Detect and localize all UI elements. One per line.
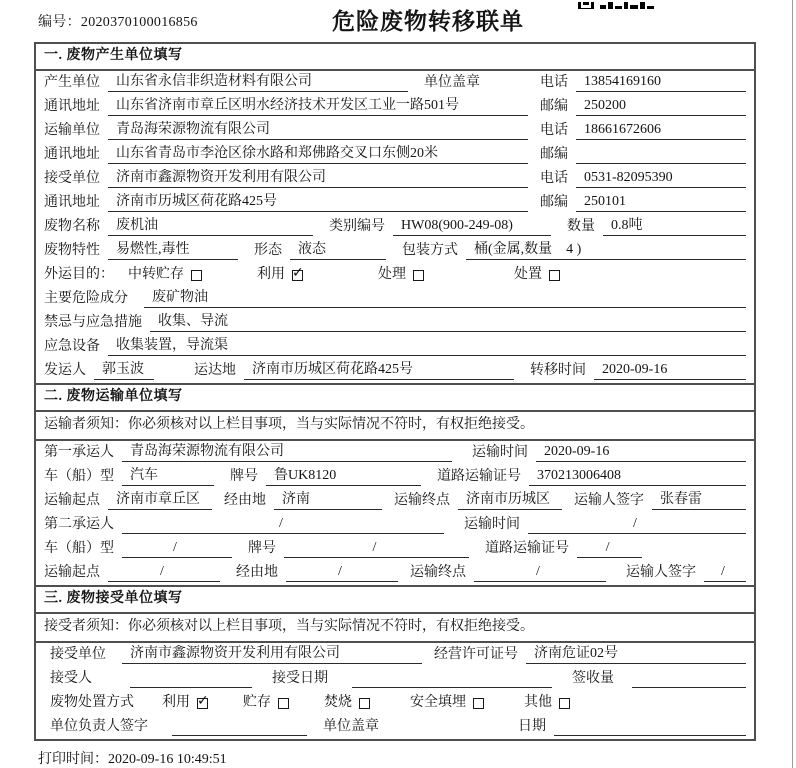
carrier-value: 青岛海荣源物流有限公司: [122, 443, 452, 462]
carrier-sign-label: 运输人签字: [574, 493, 644, 508]
checkbox-icon: [413, 270, 424, 281]
end-value: 济南市历城区: [458, 491, 562, 510]
received-qty-value: [632, 669, 746, 688]
zip-value: 250101: [576, 193, 746, 212]
row-first-carrier: [36, 441, 754, 465]
checkbox-icon: [292, 270, 303, 281]
vehicle-type-value: /: [122, 539, 232, 558]
hazard-label: 主要危险成分: [44, 291, 128, 306]
row-waste-name: [36, 215, 754, 239]
origin-value: /: [108, 563, 220, 582]
address-value: 山东省济南市章丘区明水经济技术开发区工业一路501号: [108, 97, 528, 116]
via-value: /: [286, 563, 398, 582]
accepting-unit-value: 济南市鑫源物资开发利用有限公司: [122, 645, 422, 664]
print-time-value: 2020-09-16 10:49:51: [108, 752, 227, 767]
transporter-value: 青岛海荣源物流有限公司: [108, 121, 528, 140]
row-precautions: [36, 311, 754, 335]
form-value: 液态: [290, 241, 386, 260]
section3-notice: 接受者须知：你必须核对以上栏目事项，当与实际情况不符时，有权拒绝接受。: [36, 614, 754, 643]
row-producer-address: [36, 95, 754, 119]
zip-label: 邮编: [540, 99, 568, 114]
accepting-unit-label: 接受单位: [50, 647, 106, 662]
phone-label: 电话: [540, 123, 568, 138]
waste-name-value: 废机油: [108, 217, 313, 236]
row-waste-characteristics: [36, 239, 754, 263]
disposal-option-other: [524, 694, 570, 712]
waste-name-label: 废物名称: [44, 219, 100, 234]
destination-label: 运达地: [194, 363, 236, 378]
via-value: 济南: [274, 491, 382, 510]
checkbox-icon: [197, 698, 208, 709]
via-label: 经由地: [236, 565, 278, 580]
document-number-value: 2020370100016856: [80, 15, 198, 30]
phone-value: 13854169160: [576, 73, 746, 92]
origin-value: 济南市章丘区: [108, 491, 212, 510]
end-value: /: [474, 563, 606, 582]
checkbox-icon: [473, 698, 484, 709]
row-accepting-unit: [36, 643, 754, 667]
carrier-label: 第一承运人: [44, 445, 114, 460]
purpose-option-utilize: [257, 266, 303, 284]
row-second-carrier: [36, 513, 754, 537]
producer-value: 山东省永信非织造材料有限公司: [108, 73, 408, 92]
transfer-form-table: [34, 42, 756, 741]
address-label: 通讯地址: [44, 195, 100, 210]
vehicle-type-label: 车（船）型: [44, 541, 114, 556]
carrier-value: /: [122, 515, 444, 534]
carrier-label: 第二承运人: [44, 517, 114, 532]
transporter-label: 运输单位: [44, 123, 100, 138]
transport-time-value: 2020-09-16: [536, 443, 746, 462]
equipment-value: 收集装置，导流渠: [108, 337, 746, 356]
transfer-time-label: 转移时间: [530, 363, 586, 378]
checkbox-label: 焚烧: [324, 695, 352, 710]
vehicle-type-label: 车（船）型: [44, 469, 114, 484]
checkbox-icon: [191, 270, 202, 281]
origin-label: 运输起点: [44, 565, 100, 580]
destination-value: 济南市历城区荷花路425号: [244, 361, 514, 380]
producer-label: 产生单位: [44, 75, 100, 90]
plate-value: 鲁UK8120: [266, 467, 421, 486]
purpose-label: 外运目的：: [44, 267, 114, 282]
disposal-option-storage: [243, 694, 289, 712]
shipper-value: 郭玉波: [94, 361, 154, 380]
disposal-option-incinerate: [324, 694, 370, 712]
phone-label: 电话: [540, 171, 568, 186]
hazard-value: 废矿物油: [144, 289, 746, 308]
zip-value: [576, 145, 746, 164]
origin-label: 运输起点: [44, 493, 100, 508]
document-header: [0, 0, 796, 42]
zip-label: 邮编: [540, 147, 568, 162]
disposal-label: 废物处置方式: [50, 695, 134, 710]
unit-seal-label: 单位盖章: [424, 75, 480, 90]
category-value: HW08(900-249-08): [393, 217, 551, 236]
carrier-sign-label: 运输人签字: [626, 565, 696, 580]
plate-value: /: [284, 539, 469, 558]
zip-value: 250200: [576, 97, 746, 116]
road-license-label: 道路运输证号: [485, 541, 569, 556]
document-number-label: 编号：: [38, 15, 81, 30]
row-disposal-method: [36, 691, 754, 715]
section2-header: 二. 废物运输单位填写: [36, 383, 754, 412]
address-value: 山东省青岛市李沧区徐水路和郑佛路交叉口东侧20米: [108, 145, 528, 164]
end-label: 运输终点: [410, 565, 466, 580]
received-qty-label: 签收量: [572, 671, 614, 686]
unit-seal-label: 单位盖章: [323, 719, 379, 734]
via-label: 经由地: [224, 493, 266, 508]
characteristics-value: 易燃性,毒性: [108, 241, 238, 260]
plate-label: 牌号: [248, 541, 276, 556]
road-license-value: 370213006408: [529, 467, 746, 486]
purpose-option-treat: [378, 266, 424, 284]
row-transporter-address: [36, 143, 754, 167]
phone-value: 0531-82095390: [576, 169, 746, 188]
checkbox-icon: [278, 698, 289, 709]
checkbox-icon: [549, 270, 560, 281]
row-emergency-equipment: [36, 335, 754, 359]
carrier-sign-value: /: [704, 563, 746, 582]
checkbox-label: 贮存: [243, 695, 271, 710]
row-receiver-address: [36, 191, 754, 215]
equipment-label: 应急设备: [44, 339, 100, 354]
acceptor-value: [130, 669, 252, 688]
transport-time-label: 运输时间: [472, 445, 528, 460]
qr-code-icon: [578, 0, 654, 9]
page-edge-divider: [792, 0, 793, 768]
permit-label: 经营许可证号: [434, 647, 518, 662]
row-receiver: [36, 167, 754, 191]
quantity-value: 0.8吨: [603, 217, 746, 236]
row-route-2: [36, 561, 754, 585]
row-responsible-signature: [36, 715, 754, 739]
accept-date-value: [352, 669, 552, 688]
row-acceptor: [36, 667, 754, 691]
checkbox-label: 处置: [514, 267, 542, 282]
plate-label: 牌号: [230, 469, 258, 484]
form-label: 形态: [254, 243, 282, 258]
receiver-value: 济南市鑫源物资开发利用有限公司: [108, 169, 528, 188]
quantity-label: 数量: [567, 219, 595, 234]
packaging-value: 桶(金属,数量 4 ): [466, 241, 746, 260]
transport-time-label: 运输时间: [464, 517, 520, 532]
zip-label: 邮编: [540, 195, 568, 210]
checkbox-label: 处理: [378, 267, 406, 282]
row-vehicle-2: [36, 537, 754, 561]
row-transporter: [36, 119, 754, 143]
phone-value: 18661672606: [576, 121, 746, 140]
checkbox-label: 安全填埋: [410, 695, 466, 710]
checkbox-label: 中转贮存: [128, 267, 184, 282]
row-vehicle-1: [36, 465, 754, 489]
row-purpose: [36, 263, 754, 287]
checkbox-label: 利用: [257, 267, 285, 282]
category-label: 类别编号: [329, 219, 385, 234]
precautions-value: 收集、导流: [150, 313, 746, 332]
address-label: 通讯地址: [44, 147, 100, 162]
checkbox-icon: [359, 698, 370, 709]
carrier-sign-value: 张春雷: [652, 491, 746, 510]
phone-label: 电话: [540, 75, 568, 90]
end-label: 运输终点: [394, 493, 450, 508]
accept-date-label: 接受日期: [272, 671, 328, 686]
acceptor-label: 接受人: [50, 671, 92, 686]
section3-header: 三. 废物接受单位填写: [36, 585, 754, 614]
purpose-option-transfer-storage: [128, 266, 202, 284]
characteristics-label: 废物特性: [44, 243, 100, 258]
address-value: 济南市历城区荷花路425号: [108, 193, 528, 212]
disposal-option-landfill: [410, 694, 484, 712]
section1-header: 一. 废物产生单位填写: [36, 44, 754, 71]
page-title: 危险废物转移联单: [332, 9, 524, 34]
permit-value: 济南危证02号: [526, 645, 746, 664]
vehicle-type-value: 汽车: [122, 467, 214, 486]
checkbox-label: 利用: [162, 695, 190, 710]
packaging-label: 包装方式: [402, 243, 458, 258]
shipper-label: 发运人: [44, 363, 86, 378]
print-time: [38, 748, 227, 768]
row-route-1: [36, 489, 754, 513]
checkbox-label: 其他: [524, 695, 552, 710]
receiver-label: 接受单位: [44, 171, 100, 186]
row-producer: [36, 71, 754, 95]
purpose-option-dispose: [514, 266, 560, 284]
row-shipper: [36, 359, 754, 383]
date-label: 日期: [518, 719, 546, 734]
road-license-value: /: [577, 539, 642, 558]
disposal-option-utilize: [162, 694, 208, 712]
precautions-label: 禁忌与应急措施: [44, 315, 142, 330]
address-label: 通讯地址: [44, 99, 100, 114]
row-hazard-components: [36, 287, 754, 311]
transfer-time-value: 2020-09-16: [594, 361, 746, 380]
responsible-sign-label: 单位负责人签字: [50, 719, 148, 734]
section2-notice: 运输者须知：你必须核对以上栏目事项，当与实际情况不符时，有权拒绝接受。: [36, 412, 754, 441]
responsible-sign-value: [172, 717, 307, 736]
road-license-label: 道路运输证号: [437, 469, 521, 484]
checkbox-icon: [559, 698, 570, 709]
date-value: [554, 717, 746, 736]
print-time-label: 打印时间：: [38, 752, 108, 767]
transport-time-value: /: [528, 515, 746, 534]
